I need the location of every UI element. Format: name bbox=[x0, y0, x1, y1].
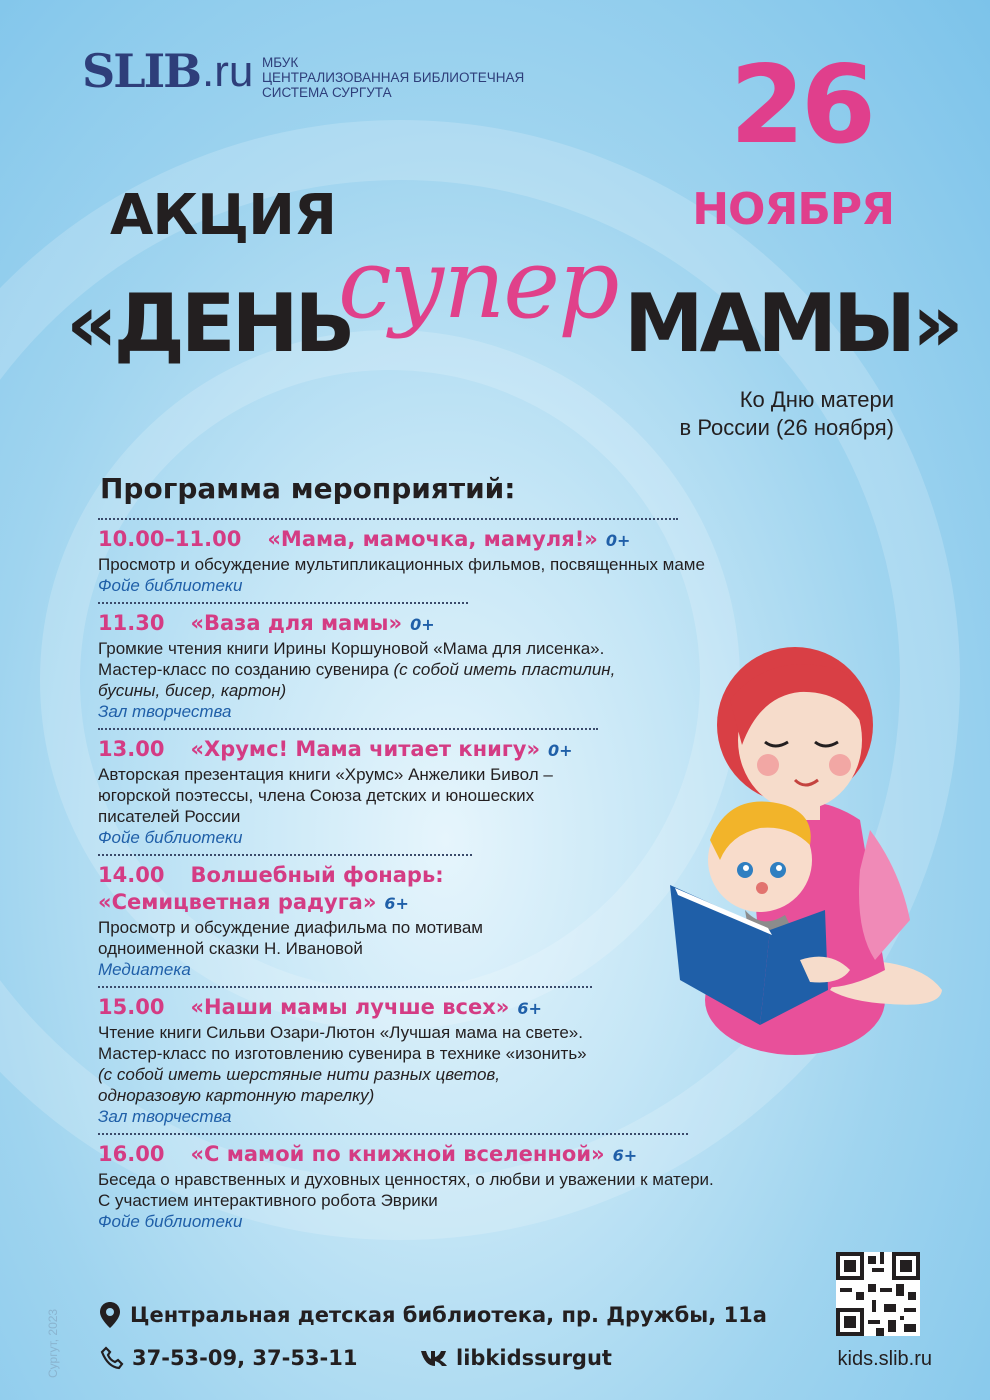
location-pin-icon bbox=[100, 1302, 120, 1328]
event-time: 13.00 bbox=[98, 737, 165, 761]
event-name: «С мамой по книжной вселенной» bbox=[190, 1142, 605, 1166]
event-item bbox=[98, 728, 598, 848]
vk-line bbox=[420, 1346, 612, 1370]
age-rating: 6+ bbox=[612, 1146, 638, 1165]
event-item bbox=[98, 986, 592, 1127]
event-description-note: одноразовую картонную тарелку) bbox=[98, 1086, 375, 1105]
event-description-line: одноименной сказки Н. Ивановой bbox=[98, 939, 363, 958]
age-rating: 6+ bbox=[517, 999, 542, 1018]
vk-icon bbox=[420, 1349, 448, 1367]
logo-suffix: .ru bbox=[201, 47, 254, 96]
event-heading bbox=[98, 610, 468, 638]
subtitle bbox=[680, 386, 894, 442]
vk-text: libkidssurgut bbox=[456, 1346, 612, 1370]
subtitle-line: в России (26 ноября) bbox=[679, 415, 894, 440]
org-line: МБУК bbox=[262, 55, 299, 70]
event-item bbox=[98, 602, 616, 722]
website-url: kids.slib.ru bbox=[837, 1348, 932, 1370]
event-name: «Ваза для мамы» bbox=[190, 611, 403, 635]
event-heading bbox=[98, 736, 598, 764]
event-place: Зал творчества bbox=[98, 1107, 232, 1126]
event-description-line bbox=[98, 659, 616, 680]
organization-name bbox=[262, 55, 524, 100]
phone-icon bbox=[100, 1346, 124, 1370]
phone-text: 37-53-09, 37-53-11 bbox=[132, 1346, 358, 1370]
event-name: «Хрумс! Мама читает книгу» bbox=[190, 737, 541, 761]
phone-line bbox=[100, 1346, 358, 1370]
address-line bbox=[100, 1302, 767, 1328]
event-time: 10.00–11.00 bbox=[98, 527, 242, 551]
event-description-line: Просмотр и обсуждение диафильма по мотивам bbox=[98, 918, 483, 937]
age-rating: 6+ bbox=[384, 894, 409, 913]
program-title: Программа мероприятий: bbox=[100, 472, 516, 505]
event-heading bbox=[98, 862, 472, 889]
event-description-line: С участием интерактивного робота Эврики bbox=[98, 1191, 438, 1210]
age-rating: 0+ bbox=[605, 531, 631, 550]
event-time: 11.30 bbox=[98, 611, 165, 635]
event-time: 16.00 bbox=[98, 1142, 165, 1166]
event-description bbox=[98, 764, 598, 827]
side-caption: Сургут, 2023 bbox=[46, 1308, 60, 1378]
event-description bbox=[98, 638, 616, 701]
event-description-line: Чтение книги Сильви Озари-Лютон «Лучшая мама на свете». bbox=[98, 1023, 583, 1042]
org-line: ЦЕНТРАЛИЗОВАННАЯ БИБЛИОТЕЧНАЯ bbox=[262, 70, 525, 85]
event-description bbox=[98, 917, 483, 959]
event-description bbox=[98, 1022, 592, 1106]
logo-mark: SLIB bbox=[82, 44, 200, 98]
event-description-text: Мастер-класс по созданию сувенира bbox=[98, 660, 389, 679]
event-place: Медиатека bbox=[98, 960, 191, 979]
event-time: 14.00 bbox=[98, 863, 165, 887]
event-description-line: Мастер-класс по изготовлению сувенира в технике «изонить» bbox=[98, 1044, 587, 1063]
event-description bbox=[98, 1169, 714, 1211]
event-item bbox=[98, 1133, 714, 1232]
event-item bbox=[98, 518, 705, 596]
event-description-note: (с собой иметь шерстяные нити разных цветов, bbox=[98, 1065, 501, 1084]
event-heading bbox=[98, 526, 678, 554]
event-time: 15.00 bbox=[98, 995, 165, 1019]
event-heading-line2 bbox=[98, 889, 472, 917]
event-description-line: югорской поэтессы, члена Союза детских и юношеских bbox=[98, 786, 535, 805]
title-line1: АКЦИЯ bbox=[110, 183, 337, 248]
event-description-line: писателей России bbox=[98, 807, 241, 826]
event-name: «Наши мамы лучше всех» bbox=[190, 995, 510, 1019]
event-name: Волшебный фонарь: bbox=[190, 863, 444, 887]
event-place: Зал творчества bbox=[98, 702, 232, 721]
event-name: «Мама, мамочка, мамуля!» bbox=[267, 527, 598, 551]
event-heading bbox=[98, 1141, 688, 1169]
title-left: «ДЕНЬ bbox=[66, 277, 352, 370]
event-place: Фойе библиотеки bbox=[98, 576, 243, 595]
org-line: СИСТЕМА СУРГУТА bbox=[262, 85, 392, 100]
event-description-line: Беседа о нравственных и духовных ценностях, о любви и уважении к матери. bbox=[98, 1170, 714, 1189]
event-description-line: Авторская презентация книги «Хрумс» Анжелики Бивол – bbox=[98, 765, 553, 784]
event-description-line: Громкие чтения книги Ирины Коршуновой «Мама для лисенка». bbox=[98, 639, 605, 658]
date-month: НОЯБРЯ bbox=[692, 184, 894, 235]
mother-child-illustration bbox=[650, 630, 950, 1060]
title-right: МАМЫ» bbox=[624, 277, 960, 370]
qr-code bbox=[836, 1252, 920, 1336]
logo bbox=[82, 44, 254, 98]
subtitle-line: Ко Дню матери bbox=[739, 387, 894, 412]
event-place: Фойе библиотеки bbox=[98, 1212, 243, 1231]
age-rating: 0+ bbox=[410, 615, 435, 634]
address-text: Центральная детская библиотека, пр. Дружбы, 11а bbox=[130, 1303, 767, 1327]
event-description: Просмотр и обсуждение мультипликационных фильмов, посвященных маме bbox=[98, 555, 705, 574]
event-item bbox=[98, 854, 483, 980]
event-place: Фойе библиотеки bbox=[98, 828, 243, 847]
event-description-note: (с собой иметь пластилин, bbox=[393, 660, 616, 679]
title-script: супер bbox=[338, 228, 618, 340]
event-description-note: бусины, бисер, картон) bbox=[98, 681, 287, 700]
event-heading bbox=[98, 994, 592, 1022]
event-name: «Семицветная радуга» bbox=[98, 890, 377, 914]
age-rating: 0+ bbox=[548, 741, 573, 760]
date-day: 26 bbox=[729, 43, 872, 168]
